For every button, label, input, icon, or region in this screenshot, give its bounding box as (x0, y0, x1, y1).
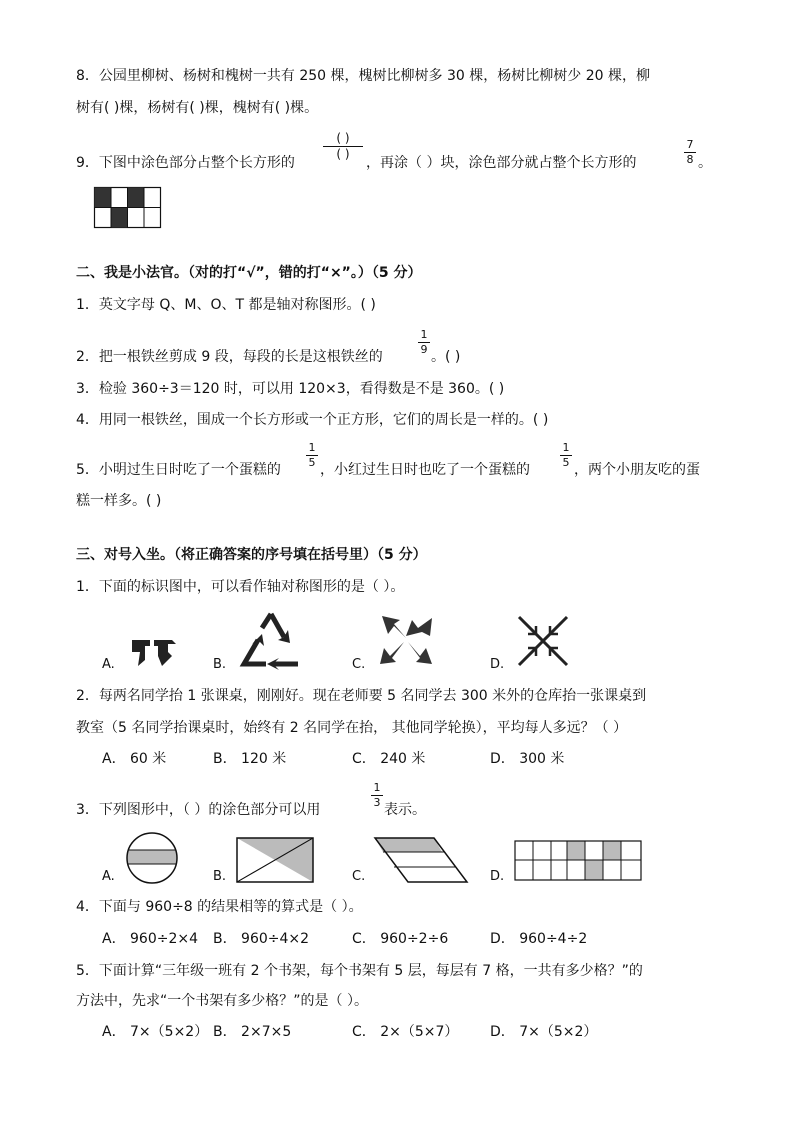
s3-q5-line1: 5．下面计算“三年级一班有 2 个书架，每个书架有 5 层，每层有 7 格，一共有多少格？”的 (76, 963, 643, 979)
shaded-cell (567, 841, 585, 860)
s2-q2-end: 。( ) (431, 349, 461, 365)
q9-grid-figure (94, 187, 162, 229)
s2-q4: 4．用同一根铁丝，围成一个长方形或一个正方形，它们的周长是一样的。( ) (76, 412, 549, 428)
shaded-cell (95, 188, 112, 208)
arrow-bottom-left (380, 642, 404, 664)
s3-q2-option-b[interactable]: B． 120 米 (213, 751, 287, 767)
s3-q2-option-c[interactable]: C． 240 米 (352, 751, 426, 767)
s3-q1: 1．下面的标识图中，可以看作轴对称图形的是（ ）。 (76, 579, 405, 595)
s3-q5-option-d[interactable]: D． 7×（5×2） (490, 1024, 598, 1040)
s3-q4-option-a[interactable]: A． 960÷2×4 (102, 931, 199, 947)
s2-q1: 1．英文字母 Q、M、O、T 都是轴对称图形。( ) (76, 297, 376, 313)
s2-q5-fraction1 (306, 442, 318, 469)
s3-q3-text: 3．下列图形中，（ ）的涂色部分可以用 (76, 802, 321, 818)
s3-q2-option-d[interactable]: D． 300 米 (490, 751, 565, 767)
q9-blank-fraction[interactable] (323, 132, 363, 161)
s3-q3-option-d-label: D. (490, 869, 505, 884)
s3-q4-option-b[interactable]: B． 960÷4×2 (213, 931, 310, 947)
fraction-denominator: 3 (373, 796, 381, 809)
arrow-top-right (406, 618, 432, 636)
s2-q3: 3．检验 360÷3＝120 时，可以用 120×3，看得数是不是 360。( ) (76, 381, 505, 397)
fraction-numerator: 1 (562, 441, 570, 454)
q8-line2: 树有( )棵，杨树有( )棵，槐树有( )棵。 (76, 100, 319, 116)
q9-blank-numerator: ( ) (336, 131, 350, 145)
shaded-strip (375, 838, 442, 852)
shaded-cell (111, 208, 128, 228)
fraction-numerator: 1 (420, 328, 428, 341)
section2-heading: 二、我是小法官。（对的打“√”，错的打“×”。）（5 分） (76, 265, 422, 281)
recycle-arrow-top (262, 614, 271, 628)
shaded-cell (128, 188, 145, 208)
s3-q3-fraction (371, 782, 383, 809)
s3-q3-option-b-label[interactable]: B. (213, 869, 227, 884)
s2-q5-part1: 5．小明过生日时吃了一个蛋糕的 (76, 462, 281, 478)
s3-q4: 4．下面与 960÷8 的结果相等的算式是（ ）。 (76, 899, 363, 915)
double-arrow-sign-icon (130, 638, 178, 668)
q9-text-part3: 。 (698, 155, 712, 171)
s3-q1-option-a-label[interactable]: A. (102, 657, 115, 672)
shaded-cell (585, 860, 603, 880)
right-arrow-shape (154, 640, 176, 666)
s3-q3-option-c-label[interactable]: C. (352, 869, 366, 884)
converging-arrows-icon (376, 612, 436, 668)
s3-q4-option-c[interactable]: C． 960÷2÷6 (352, 931, 449, 947)
fraction-denominator: 8 (686, 153, 694, 166)
s3-q5-option-c[interactable]: C． 2×（5×7） (352, 1024, 459, 1040)
s3-q3-end: 表示。 (384, 802, 426, 818)
recycle-arrow-right (271, 614, 284, 637)
recycle-icon (238, 610, 304, 670)
s3-q2-line2: 教室（5 名同学抬课桌时，始终有 2 名同学在抬， 其他同学轮换），平均每人多远？（ ） (76, 720, 628, 736)
fraction-denominator: 5 (308, 456, 316, 469)
q9-blank-denominator: ( ) (336, 147, 350, 161)
s3-q3-option-a-label[interactable]: A. (102, 869, 115, 884)
s3-q5-option-b[interactable]: B． 2×7×5 (213, 1024, 292, 1040)
parallelogram-figure (374, 837, 468, 883)
fraction-numerator: 1 (373, 781, 381, 794)
s2-q5-part3: ，两个小朋友吃的蛋 (574, 462, 700, 478)
shaded-cell (603, 841, 621, 860)
s3-q1-option-d-label: D. (490, 657, 505, 672)
s3-q4-option-d[interactable]: D． 960÷4÷2 (490, 931, 588, 947)
arrow-top-left (382, 616, 406, 638)
x-arrows-icon (516, 614, 570, 668)
section3-heading: 三、对号入坐。（将正确答案的序号填在括号里）（5 分） (76, 547, 427, 563)
shaded-band (124, 850, 182, 864)
s2-q5-fraction2 (560, 442, 572, 469)
s3-q2-line1: 2．每两名同学抬 1 张课桌，刚刚好。现在老师要 5 名同学去 300 米外的仓库抬一张课桌到 (76, 688, 647, 704)
fraction-denominator: 5 (562, 456, 570, 469)
s3-q5-option-a[interactable]: A． 7×（5×2） (102, 1024, 209, 1040)
s3-q2-option-a[interactable]: A． 60 米 (102, 751, 167, 767)
left-arrow-shape (132, 640, 150, 666)
q9-fraction-seven-eighths (684, 139, 696, 166)
fraction-denominator: 9 (420, 343, 428, 356)
fraction-numerator: 7 (686, 138, 694, 151)
q8-line1: 8．公园里柳树、杨树和槐树一共有 250 棵，槐树比柳树多 30 棵，杨树比柳树少 20 棵，柳 (76, 68, 650, 84)
s3-q1-option-b-label[interactable]: B. (213, 657, 227, 672)
grid-2x7-figure (514, 840, 644, 882)
s2-q5-line2: 糕一样多。( ) (76, 493, 162, 509)
fraction-numerator: 1 (308, 441, 316, 454)
rectangle-triangle-figure (236, 837, 314, 883)
s3-q5-line2: 方法中，先求“一个书架有多少格？”的是（ ）。 (76, 993, 368, 1009)
s2-q2-fraction (418, 329, 430, 356)
s2-q5-part2: ，小红过生日时也吃了一个蛋糕的 (320, 462, 530, 478)
s2-q2-text: 2．把一根铁丝剪成 9 段，每段的长是这根铁丝的 (76, 349, 383, 365)
s3-q1-option-c-label[interactable]: C. (352, 657, 366, 672)
circle-band-figure (124, 832, 182, 884)
q9-text-part2: ，再涂（ ）块，涂色部分就占整个长方形的 (366, 155, 637, 171)
q9-text-part1: 9．下图中涂色部分占整个长方形的 (76, 155, 295, 171)
arrow-bottom-right (408, 642, 432, 664)
